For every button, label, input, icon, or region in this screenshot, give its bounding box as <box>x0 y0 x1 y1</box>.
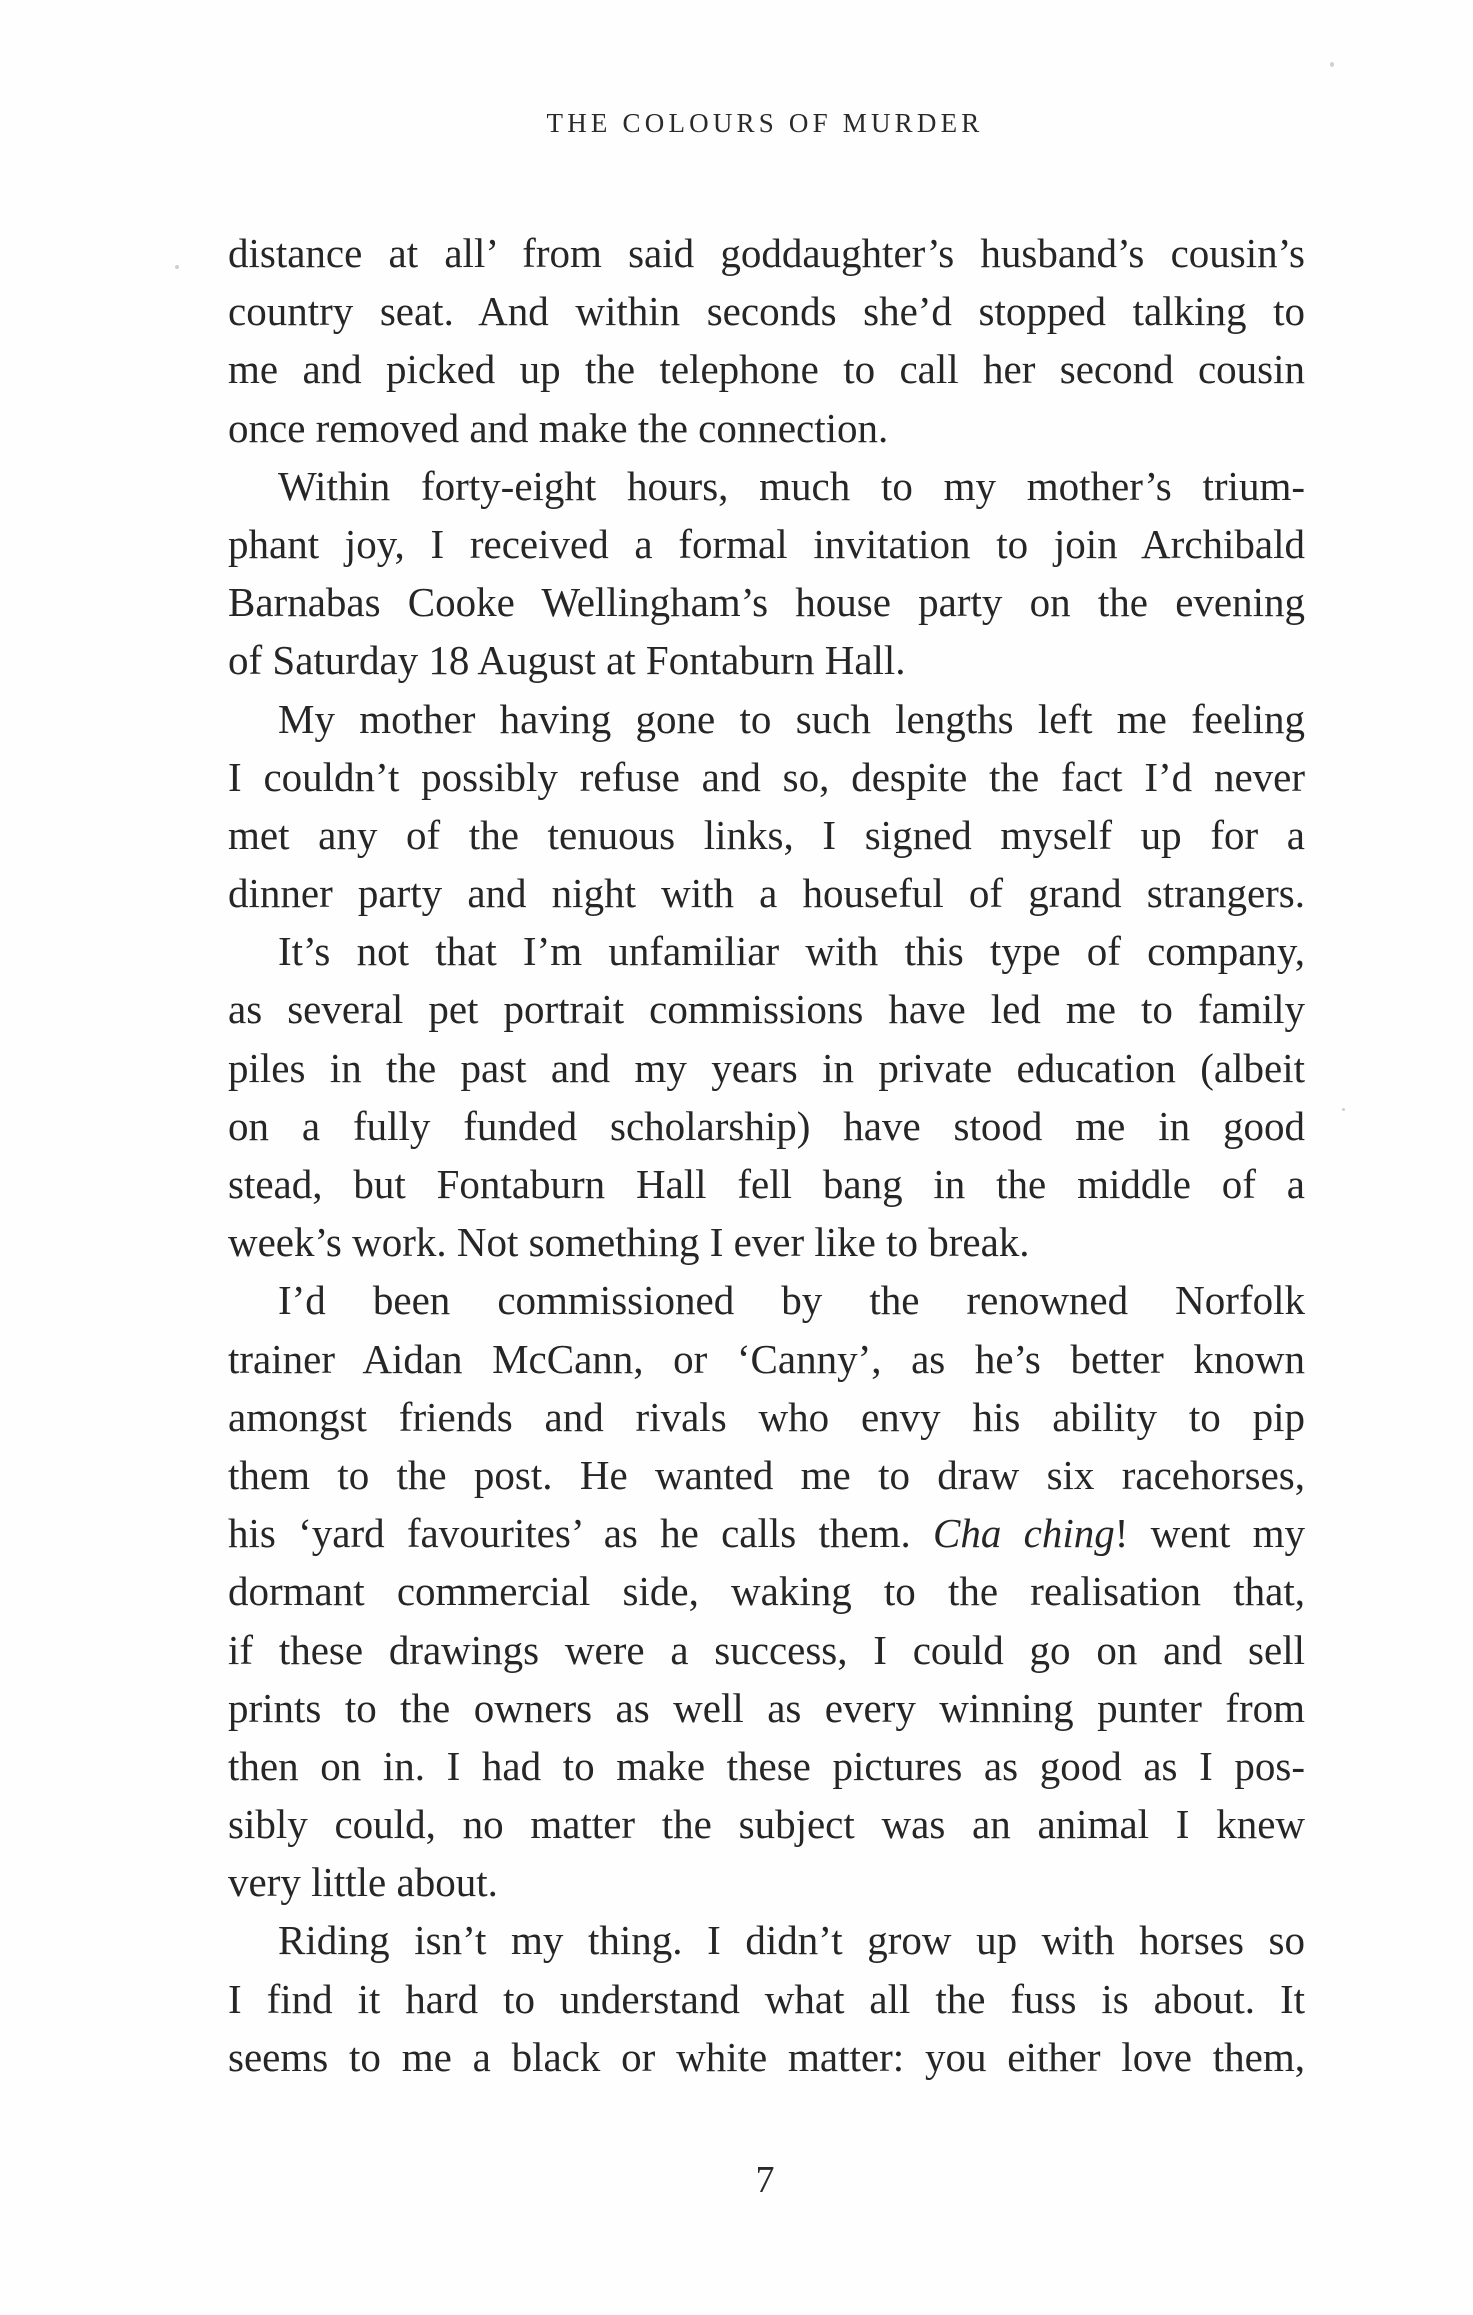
text-line: on a fully funded scholarship) have stood me in good <box>228 1102 1305 1149</box>
running-head: THE COLOURS OF MURDER <box>546 108 984 138</box>
page-number: 7 <box>755 2159 775 2201</box>
text-line: amongst friends and rivals who envy his ability to pip <box>228 1393 1305 1440</box>
text-line: I find it hard to understand what all the fuss is about. It <box>228 1975 1305 2022</box>
text-line: distance at all’ from said goddaughter’s husband’s cousin’s <box>228 230 1305 276</box>
paper-speck <box>1330 62 1334 67</box>
text-line: once removed and make the connection. <box>228 404 889 451</box>
text-line: as several pet portrait commissions have led me to family <box>228 986 1305 1033</box>
text-line: me and picked up the telephone to call her second cousin <box>228 346 1305 393</box>
text-fragment: his ‘yard favourites’ as he calls them. <box>228 1510 911 1557</box>
text-line: phant joy, I received a formal invitation to join Archibald <box>228 520 1305 567</box>
text-line: week’s work. Not something I ever like to break. <box>228 1219 1030 1266</box>
text-line: trainer Aidan McCann, or ‘Canny’, as he’s better known <box>228 1335 1305 1382</box>
paper-speck <box>1342 1108 1345 1111</box>
text-line: then on in. I had to make these pictures as good as I pos- <box>228 1742 1305 1789</box>
text-line: I couldn’t possibly refuse and so, despite the fact I’d never <box>228 753 1305 800</box>
text-line: of Saturday 18 August at Fontaburn Hall. <box>228 637 906 684</box>
text-line: Within forty-eight hours, much to my mother’s trium- <box>278 462 1305 509</box>
emphasis-text: Cha ching <box>933 1510 1115 1557</box>
text-line: dormant commercial side, waking to the realisation that, <box>228 1568 1305 1615</box>
text-line: piles in the past and my years in private education (albeit <box>228 1044 1305 1091</box>
text-line: It’s not that I’m unfamiliar with this type of company, <box>278 928 1305 975</box>
text-line: them to the post. He wanted me to draw six racehorses, <box>228 1451 1305 1498</box>
text-line: stead, but Fontaburn Hall fell bang in the middle of a <box>228 1161 1305 1207</box>
text-line: I’d been commissioned by the renowned Norfolk <box>278 1277 1305 1324</box>
text-line: My mother having gone to such lengths left me feeling <box>278 695 1305 742</box>
text-line-mixed <box>228 1504 1305 1562</box>
text-line: sibly could, no matter the subject was an animal I knew <box>228 1801 1305 1848</box>
text-line: seems to me a black or white matter: you either love them, <box>228 2033 1305 2080</box>
text-line: dinner party and night with a houseful of grand strangers. <box>228 870 1305 917</box>
text-fragment: ! went my <box>1114 1510 1306 1557</box>
text-line: met any of the tenuous links, I signed myself up for a <box>228 811 1305 858</box>
paper-speck <box>175 265 179 269</box>
text-line: very little about. <box>228 1859 498 1906</box>
body-text <box>228 224 1305 2086</box>
text-line: Barnabas Cooke Wellingham’s house party on the evening <box>228 579 1305 626</box>
text-line: if these drawings were a success, I could go on and sell <box>228 1626 1305 1673</box>
text-line: prints to the owners as well as every winning punter from <box>228 1684 1305 1731</box>
text-line: country seat. And within seconds she’d stopped talking to <box>228 288 1305 335</box>
text-line: Riding isn’t my thing. I didn’t grow up with horses so <box>278 1917 1305 1964</box>
